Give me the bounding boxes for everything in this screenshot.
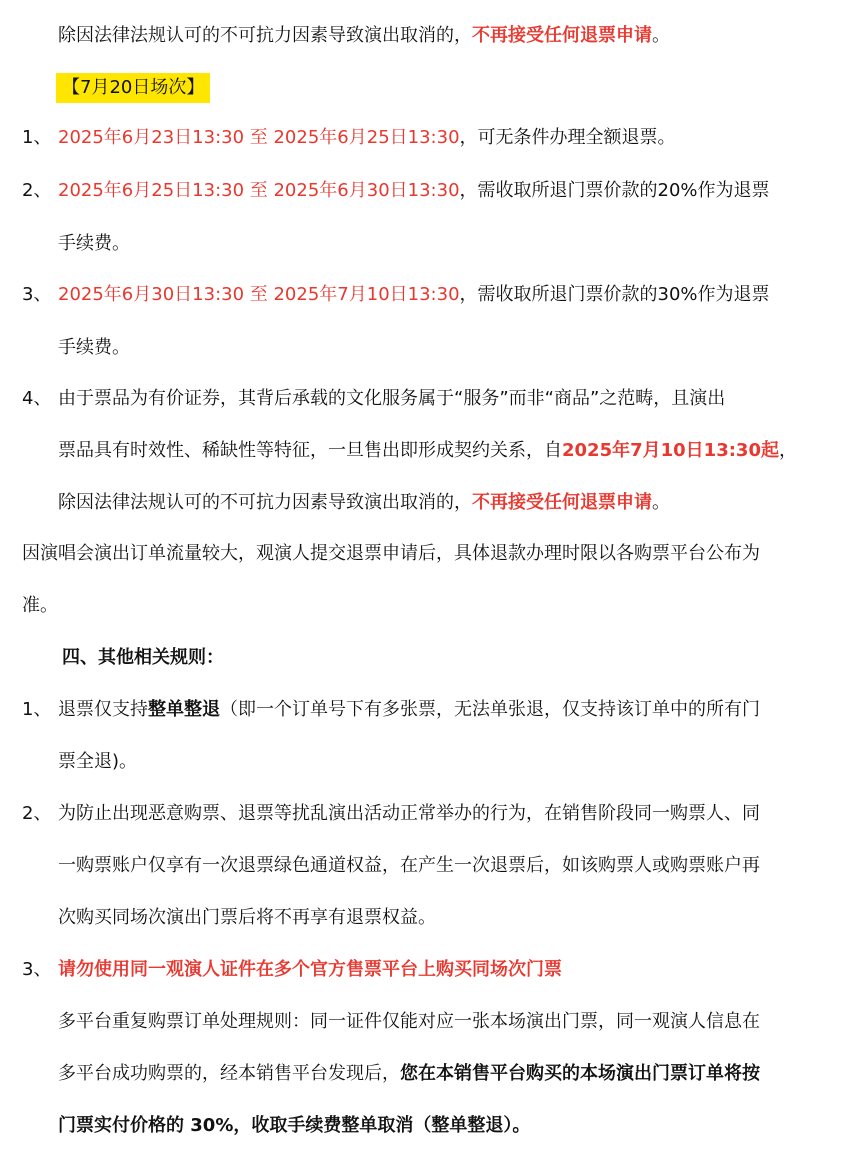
cutoff-date: 2025年7月10日13:30起 xyxy=(562,440,779,461)
list-item: 为防止出现恶意购票、退票等扰乱演出活动正常举办的行为，在销售阶段同一购票人、同 xyxy=(58,803,760,824)
list-item xyxy=(58,697,760,723)
list-item-continued: 手续费。 xyxy=(58,233,130,254)
list-item xyxy=(58,178,770,204)
text: 除因法律法规认可的不可抗力因素导致演出取消的， xyxy=(58,492,472,513)
text: 退票仅支持 xyxy=(58,699,148,720)
list-number: 3、 xyxy=(22,959,52,980)
list-number: 1、 xyxy=(22,127,52,148)
list-number: 4、 xyxy=(22,388,52,409)
list-item-continued xyxy=(58,438,797,464)
date-range: 2025年6月23日13:30 至 2025年6月25日13:30 xyxy=(58,127,460,148)
note-paragraph: 因演唱会演出订单流量较大，观演人提交退票申请后，具体退款办理时限以各购票平台公布为 xyxy=(22,543,760,564)
text: ， xyxy=(778,440,797,461)
list-item-continued: 一购票账户仅享有一次退票绿色通道权益，在产生一次退票后，如该购票人或购票账户再 xyxy=(58,855,760,876)
text: ，需收取所退门票价款的20%作为退票 xyxy=(459,180,770,201)
date-range: 2025年6月25日13:30 至 2025年6月30日13:30 xyxy=(58,180,460,201)
text: 除因法律法规认可的不可抗力因素导致演出取消的， xyxy=(58,25,472,46)
text: 。 xyxy=(652,25,670,46)
list-number: 2、 xyxy=(22,803,52,824)
list-number: 2、 xyxy=(22,180,52,201)
warning-heading: 请勿使用同一观演人证件在多个官方售票平台上购买同场次门票 xyxy=(58,959,562,980)
list-number: 1、 xyxy=(22,699,52,720)
list-item: 由于票品为有价证券，其背后承载的文化服务属于“服务”而非“商品”之范畴，且演出 xyxy=(58,388,726,409)
list-item xyxy=(58,282,770,308)
no-refund-notice: 不再接受任何退票申请 xyxy=(472,492,652,513)
list-item-continued xyxy=(58,490,670,516)
list-item-continued: 门票实付价格的 30%，收取手续费整单取消（整单整退）。 xyxy=(58,1115,531,1136)
emphasis: 整单整退 xyxy=(148,699,220,720)
text: ，需收取所退门票价款的30%作为退票 xyxy=(459,284,770,305)
text: （即一个订单号下有多张票，无法单张退，仅支持该订单中的所有门 xyxy=(220,699,760,720)
date-range: 2025年6月30日13:30 至 2025年7月10日13:30 xyxy=(58,284,460,305)
list-item xyxy=(58,125,676,151)
list-item-continued: 票全退)。 xyxy=(58,751,138,772)
text: ，可无条件办理全额退票。 xyxy=(459,127,676,148)
text: 多平台成功购票的，经本销售平台发现后， xyxy=(58,1063,400,1084)
session-tag: 【7月20日场次】 xyxy=(56,73,210,103)
list-number: 3、 xyxy=(22,284,52,305)
text: 票品具有时效性、稀缺性等特征，一旦售出即形成契约关系，自 xyxy=(58,440,562,461)
list-item-continued: 手续费。 xyxy=(58,337,130,358)
note-paragraph-continued: 准。 xyxy=(22,595,58,616)
list-item-continued xyxy=(58,1061,760,1087)
emphasis: 您在本销售平台购买的本场演出门票订单将按 xyxy=(400,1063,760,1084)
session-heading xyxy=(56,73,210,103)
no-refund-notice: 不再接受任何退票申请 xyxy=(472,25,652,46)
section-title: 四、其他相关规则： xyxy=(62,647,224,668)
paragraph-line xyxy=(58,23,670,49)
text: 。 xyxy=(652,492,670,513)
list-item-continued: 多平台重复购票订单处理规则：同一证件仅能对应一张本场演出门票，同一观演人信息在 xyxy=(58,1011,760,1032)
list-item-continued: 次购买同场次演出门票后将不再享有退票权益。 xyxy=(58,907,436,928)
